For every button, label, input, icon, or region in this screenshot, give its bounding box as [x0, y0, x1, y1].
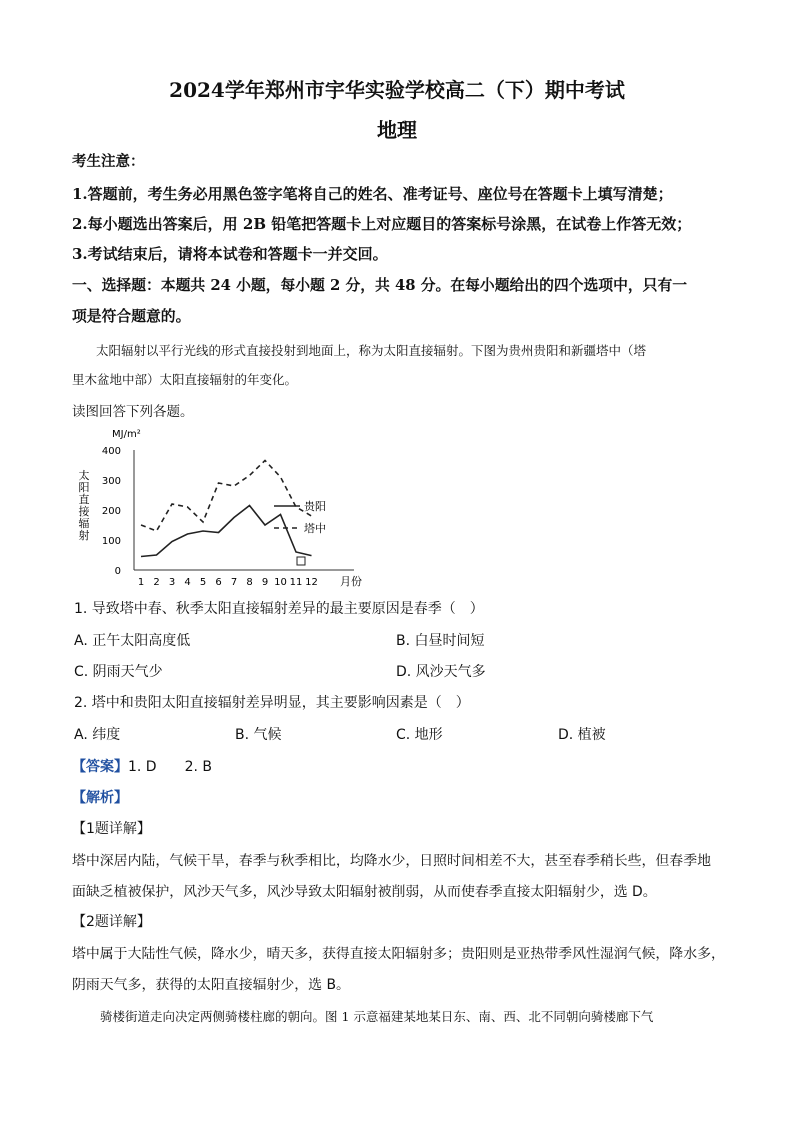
x-tick-label: 4 [184, 577, 191, 588]
x-tick-label: 2 [153, 577, 160, 588]
q1-detail-tag: 【1题详解】 [72, 821, 151, 837]
q2-detail-tag: 【2题详解】 [72, 914, 151, 930]
notice-heading: 考生注意： [72, 153, 145, 170]
notice-item-1: 1.答题前，考生务必用黑色签字笔将自己的姓名、准考证号、座位号在答题卡上填写清楚； [72, 185, 673, 203]
passage2-line1: 骑楼街道走向决定两侧骑楼柱廊的朝向。图 1 示意福建某地某日东、南、西、北不同朝向骑楼廊下气 [100, 1009, 654, 1024]
y-axis-label-char: 接 [78, 505, 90, 518]
y-tick-label: 100 [101, 536, 121, 547]
q2-option-d: D. 植被 [558, 727, 606, 743]
y-tick-label: 300 [101, 476, 121, 487]
passage1-line1: 太阳辐射以平行光线的形式直接投射到地面上，称为太阳直接辐射。下图为贵州贵阳和新疆塔中（塔 [96, 343, 647, 358]
passage1-line2: 里木盆地中部）太阳直接辐射的年变化。 [72, 372, 298, 387]
q1-detail-line2: 面缺乏植被保护，风沙天气多，风沙导致太阳辐射被削弱，从而使春季直接太阳辐射少，选 D。 [72, 884, 657, 900]
x-tick-label: 10 [274, 577, 287, 588]
q2-option-b: B. 气候 [235, 727, 282, 743]
q2-detail-line1: 塔中属于大陆性气候，降水少，晴天多，获得直接太阳辐射多；贵阳则是亚热带季风性湿润气候，降水多， [72, 946, 725, 962]
legend-label: 贵阳 [304, 500, 326, 513]
q1-detail-line1: 塔中深居内陆，气候干旱，春季与秋季相比，均降水少，日照时间相差不大，甚至春季稍长些，但春季地 [72, 853, 711, 869]
y-tick-label: 400 [101, 446, 121, 457]
x-axis-label: 月份 [340, 575, 362, 588]
y-tick-label: 200 [101, 506, 121, 517]
q1-option-a: A. 正午太阳高度低 [74, 633, 191, 649]
q2-stem: 2. 塔中和贵阳太阳直接辐射差异明显，其主要影响因素是（ ） [74, 695, 470, 711]
q1-option-d: D. 风沙天气多 [396, 664, 486, 680]
x-tick-label: 9 [261, 577, 269, 588]
y-axis-label-char: 阳 [78, 481, 90, 494]
notice-item-3: 3.考试结束后，请将本试卷和答题卡一并交回。 [72, 245, 388, 263]
subject-title: 地理 [377, 118, 417, 142]
series-line-tazhong [141, 461, 312, 532]
section-heading-line2: 项是符合题意的。 [72, 308, 191, 325]
x-tick-label: 1 [137, 577, 145, 588]
x-tick-label: 8 [246, 577, 253, 588]
notice-item-2: 2.每小题选出答案后，用 2B 铅笔把答题卡上对应题目的答案标号涂黑，在试卷上作答无效； [72, 215, 692, 233]
x-tick-label: 11 [289, 577, 303, 588]
y-axis-label-char: 太 [78, 469, 90, 482]
q1-stem: 1. 导致塔中春、秋季太阳直接辐射差异的最主要原因是春季（ ） [74, 601, 484, 617]
y-axis-label-char: 射 [78, 529, 90, 542]
x-tick-label: 12 [305, 577, 318, 588]
y-unit-label: MJ/m² [112, 429, 141, 440]
section-heading-line1: 一、选择题：本题共 24 小题，每小题 2 分，共 48 分。在每小题给出的四个选项中，只有一 [72, 277, 688, 294]
x-tick-label: 5 [199, 577, 207, 588]
small-box-marker [297, 557, 305, 565]
y-tick-label: 0 [114, 566, 121, 577]
radiation-line-chart [74, 423, 364, 593]
x-tick-label: 6 [215, 577, 222, 588]
analysis-tag: 【解析】 [72, 790, 128, 806]
y-axis-label-char: 辐 [78, 517, 90, 530]
answer-text: 1. D 2. B [128, 759, 212, 775]
answer-line [72, 756, 212, 776]
answer-tag: 【答案】 [72, 759, 128, 775]
q1-option-b: B. 白昼时间短 [396, 633, 485, 649]
q2-option-c: C. 地形 [396, 727, 443, 743]
x-tick-label: 7 [230, 577, 238, 588]
y-axis-label-char: 直 [78, 493, 90, 506]
q1-option-c: C. 阴雨天气少 [74, 664, 163, 680]
legend-label: 塔中 [304, 522, 326, 535]
y-axis-label [79, 468, 90, 542]
exam-title: 2024学年郑州市宇华实验学校高二（下）期中考试 [169, 78, 625, 102]
q2-detail-line2: 阴雨天气多，获得的太阳直接辐射少，选 B。 [72, 977, 350, 993]
q2-option-a: A. 纬度 [74, 727, 121, 743]
passage1-prompt: 读图回答下列各题。 [72, 404, 194, 420]
x-tick-label: 3 [168, 577, 176, 588]
